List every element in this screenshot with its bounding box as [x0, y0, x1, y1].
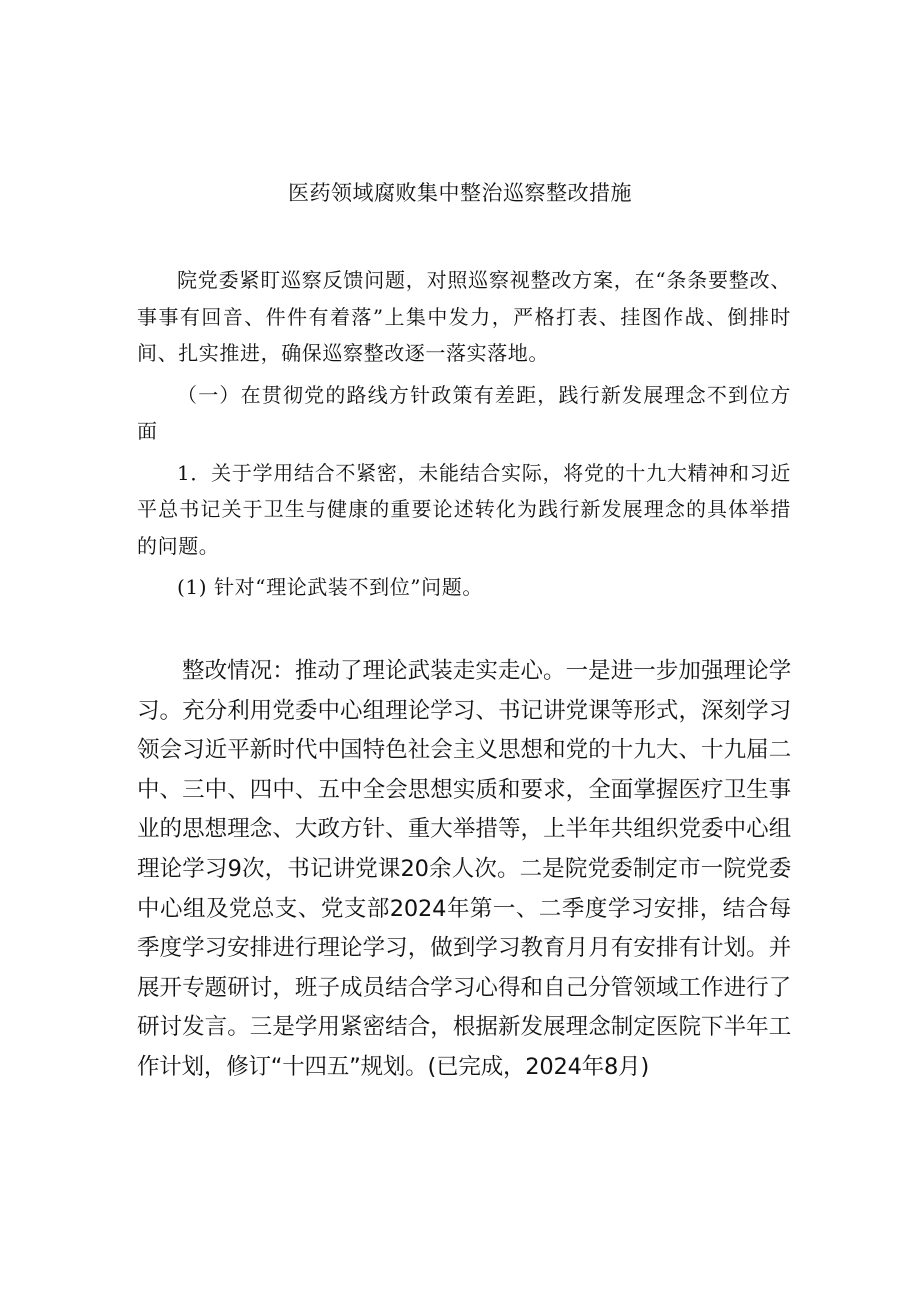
- document-body-sans: [137, 652, 791, 1088]
- section-heading: （一）在贯彻党的路线方针政策有差距，践行新发展理念不到位方面: [137, 382, 791, 443]
- document-title: 医药领域腐败集中整治巡察整改措施: [288, 181, 632, 205]
- sub-item-heading: (1) 针对“理论武装不到位”问题。: [177, 575, 483, 599]
- rectification-paragraph: 整改情况：推动了理论武装走实走心。一是进一步加强理论学习。充分利用党委中心组理论学习、书记讲党课等形式，深刻学习领会习近平新时代中国特色社会主义思想和党的十九大、十九届二中、三中、四中、五中全会思想实质和要求，全面掌握医疗卫生事业的思想理念、大政方针、重大举措等，上半年共组织党委中心组理论学习9次，书记讲党课20余人次。二是院党委制定市一院党委中心组及党总支、党支部2024年第一、二季度学习安排，结合每季度学习安排进行理论学习，做到学习教育月月有安排有计划。并展开专题研讨，班子成员结合学习心得和自己分管领域工作进行了研讨发言。三是学用紧密结合，根据新发展理念制定医院下半年工作计划，修订“十四五”规划。(已完成，2024年8月): [137, 658, 791, 1080]
- item-heading: 1．关于学用结合不紧密，未能结合实际，将党的十九大精神和习近平总书记关于卫生与健康的重要论述转化为践行新发展理念的具体举措的问题。: [137, 460, 791, 558]
- document-body-serif: [137, 262, 791, 611]
- intro-paragraph: 院党委紧盯巡察反馈问题，对照巡察视整改方案，在“条条要整改、事事有回音、件件有着落”上集中发力，严格打表、挂图作战、倒排时间、扎实推进，确保巡察整改逐一落实落地。: [137, 268, 791, 365]
